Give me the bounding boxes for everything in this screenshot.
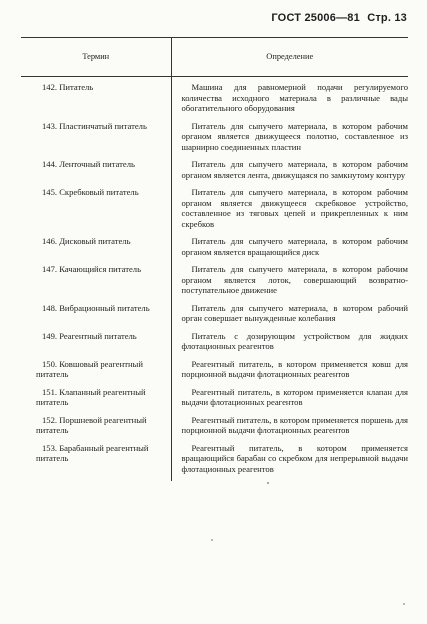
- table-row: [21, 264, 408, 303]
- definition-cell: Питатель для сыпучего материала, в котором рабочим органом является движущееся скребковое устройство, составленное из тяговых цепей и прикрепленных к ним скребков: [181, 187, 408, 229]
- term-cell: 143. Пластинчатый питатель: [42, 120, 147, 131]
- table-row: [21, 159, 408, 187]
- table-row: [21, 359, 408, 387]
- term-cell: 150. Ковшовый реагентный питатель: [36, 358, 143, 379]
- definition-cell: Питатель для сыпучего материала, в котором рабочим органом является движущееся полотно, составленное из шарнирно соединенных пластин: [181, 120, 408, 152]
- term-cell: 148. Вибрационный питатель: [42, 302, 150, 313]
- page-number: Стр. 13: [367, 12, 407, 24]
- term-cell: 149. Реагентный питатель: [42, 330, 137, 341]
- term-cell: 153. Барабанный реагентный питатель: [36, 442, 149, 463]
- standard-number: ГОСТ 25006—81: [271, 12, 360, 24]
- terms-table: [21, 37, 408, 481]
- term-cell: 142. Питатель: [42, 82, 94, 92]
- table-header: [21, 38, 408, 77]
- page-header: [271, 12, 407, 24]
- table-row: [21, 187, 408, 236]
- definition-cell: Питатель для сыпучего материала, в котором рабочим органом является лента, движущаяся по замкнутому контуру: [181, 159, 408, 180]
- definition-cell: Реагентный питатель, в котором применяется ковш для порционной выдачи флотационных реагентов: [181, 358, 408, 379]
- table-row: [21, 415, 408, 443]
- table-row: [21, 303, 408, 331]
- term-cell: 146. Дисковый питатель: [42, 236, 131, 246]
- definition-cell: Реагентный питатель, в котором применяется клапан для выдачи флотационных реагентов: [181, 386, 408, 407]
- definition-cell: Машина для равномерной подачи регулируемого количества исходного материала в различные вады обогатительного оборудования: [181, 82, 408, 113]
- table-row: [21, 387, 408, 415]
- definition-cell: Питатель для сыпучего материала, в котором рабочим органом является вращающийся диск: [181, 236, 408, 257]
- term-cell: 152. Поршневой реагентный питатель: [36, 414, 147, 435]
- definition-cell: Питатель с дозирующим устройством для жидких флотационных реагентов: [181, 330, 408, 351]
- table-row: [21, 443, 408, 482]
- column-header-term: Термин: [21, 38, 171, 77]
- term-cell: 145. Скребковый питатель: [42, 187, 139, 197]
- definition-cell: Реагентный питатель, в котором применяется вращающийся барабан со скребком для непрерывной выдачи флотационных реагентов: [181, 442, 408, 474]
- table-row: [21, 236, 408, 264]
- definition-cell: Питатель для сыпучего материала, в котором рабочим органом является лоток, совершающий возвратно-поступательное движение: [181, 264, 408, 295]
- table-row: [21, 77, 408, 121]
- definition-cell: Реагентный питатель, в котором применяется поршень для порционной выдачи флотационных реагентов: [181, 414, 408, 435]
- column-header-definition: Определение: [171, 38, 408, 77]
- table-row: [21, 121, 408, 160]
- table-row: [21, 331, 408, 359]
- term-cell: 147. Качающийся питатель: [42, 264, 141, 274]
- definition-cell: Питатель для сыпучего материала, в котором рабочий орган совершает вынужденные колебания: [181, 302, 408, 323]
- term-cell: 151. Клапанный реагентный питатель: [36, 386, 146, 407]
- term-cell: 144. Ленточный питатель: [42, 159, 135, 169]
